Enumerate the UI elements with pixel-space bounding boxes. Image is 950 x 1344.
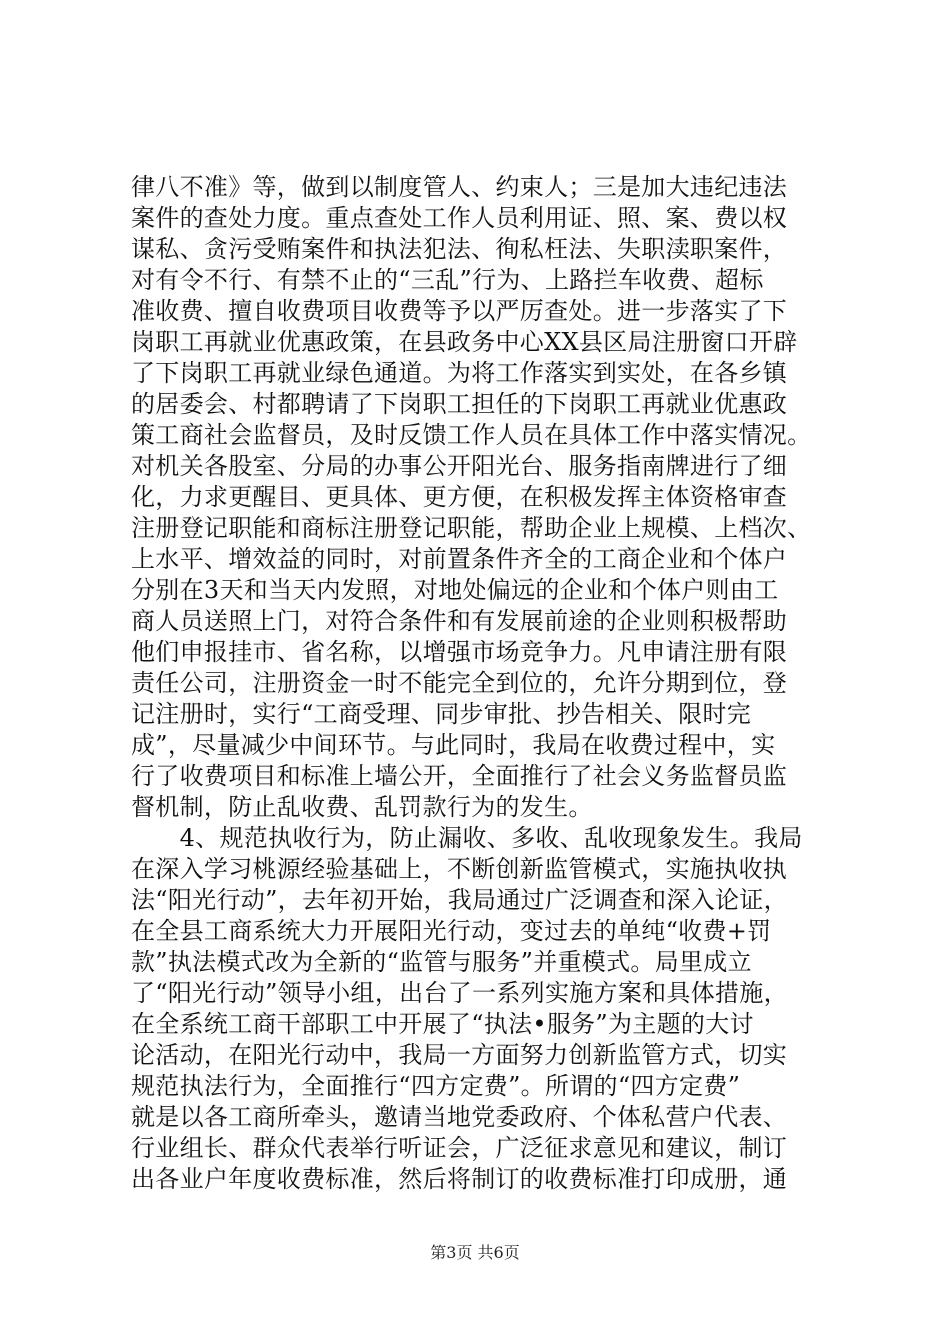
text-line: 在全系统工商干部职工中开展了“执法•服务”为主题的大讨 xyxy=(131,1010,754,1038)
page-number-label: 第3页 共6页 xyxy=(430,1243,520,1262)
text-line: 分别在3天和当天内发照，对地处偏远的企业和个体户则由工 xyxy=(131,576,779,604)
text-line: 法“阳光行动”，去年初开始，我局通过广泛调查和深入论证， xyxy=(131,886,788,914)
text-line: 就是以各工商所牵头，邀请当地党委政府、个体私营户代表、 xyxy=(131,1103,788,1131)
text-line: 谋私、贪污受贿案件和执法犯法、徇私枉法、失职渎职案件， xyxy=(131,235,788,263)
text-line: 在深入学习桃源经验基础上，不断创新监管模式，实施执收执 xyxy=(131,855,788,883)
text-line: 上水平、增效益的同时，对前置条件齐全的工商企业和个体户 xyxy=(131,545,788,573)
page-footer xyxy=(0,1242,950,1264)
text-line: 了“阳光行动”领导小组，出台了一系列实施方案和具体措施， xyxy=(131,979,788,1007)
text-line: 化，力求更醒目、更具体、更方便，在积极发挥主体资格审查 xyxy=(131,483,788,511)
text-line: 4、规范执收行为，防止漏收、多收、乱收现象发生。我局 xyxy=(131,824,803,852)
text-line: 行了收费项目和标准上墙公开，全面推行了社会义务监督员监 xyxy=(131,762,788,790)
text-line: 注册登记职能和商标注册登记职能，帮助企业上规模、上档次、 xyxy=(131,514,812,542)
text-line: 准收费、擅自收费项目收费等予以严厉查处。进一步落实了下 xyxy=(131,297,788,325)
text-line: 策工商社会监督员，及时反馈工作人员在具体工作中落实情况。 xyxy=(131,421,812,449)
text-line: 记注册时，实行“工商受理、同步审批、抄告相关、限时完 xyxy=(131,700,752,728)
text-line: 律八不准》等，做到以制度管人、约束人；三是加大违纪违法 xyxy=(131,173,788,201)
text-line: 案件的查处力度。重点查处工作人员利用证、照、案、费以权 xyxy=(131,204,788,232)
text-line: 的居委会、村都聘请了下岗职工担任的下岗职工再就业优惠政 xyxy=(131,390,788,418)
document-body xyxy=(131,172,831,1195)
text-line: 了下岗职工再就业绿色通道。为将工作落实到实处，在各乡镇 xyxy=(131,359,788,387)
text-line: 岗职工再就业优惠政策，在县政务中心XX县区局注册窗口开辟 xyxy=(131,328,798,356)
text-line: 责任公司，注册资金一时不能完全到位的，允许分期到位，登 xyxy=(131,669,788,697)
text-line: 他们申报挂市、省名称，以增强市场竞争力。凡申请注册有限 xyxy=(131,638,788,666)
text-line: 行业组长、群众代表举行听证会，广泛征求意见和建议，制订 xyxy=(131,1134,788,1162)
text-line: 规范执法行为，全面推行“四方定费”。所谓的“四方定费” xyxy=(131,1072,741,1100)
text-line: 款”执法模式改为全新的“监管与服务”并重模式。局里成立 xyxy=(131,948,752,976)
text-line: 商人员送照上门，对符合条件和有发展前途的企业则积极帮助 xyxy=(131,607,788,635)
text-line: 成”，尽量减少中间环节。与此同时，我局在收费过程中，实 xyxy=(131,731,776,759)
text-line: 在全县工商系统大力开展阳光行动，变过去的单纯“收费+罚 xyxy=(131,917,772,945)
text-line: 论活动，在阳光行动中，我局一方面努力创新监管方式，切实 xyxy=(131,1041,788,1069)
text-line: 对有令不行、有禁不止的“三乱”行为、上路拦车收费、超标 xyxy=(131,266,764,294)
text-line: 出各业户年度收费标准，然后将制订的收费标准打印成册，通 xyxy=(131,1165,788,1193)
text-line: 对机关各股室、分局的办事公开阳光台、服务指南牌进行了细 xyxy=(131,452,788,480)
text-line: 督机制，防止乱收费、乱罚款行为的发生。 xyxy=(131,793,593,821)
